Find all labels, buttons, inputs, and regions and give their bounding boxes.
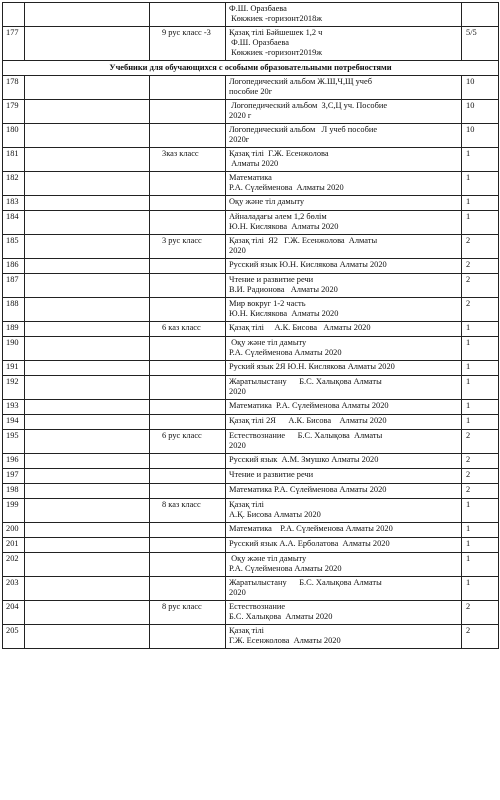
table-row	[3, 3, 499, 27]
table-row	[3, 100, 499, 124]
book-line: Көкжиек -горизонт2018ж	[229, 14, 323, 23]
quantity-cell: 2	[462, 274, 499, 298]
table-row	[3, 499, 499, 523]
book-cell	[226, 148, 462, 172]
book-line: Руский язык 2Я Ю.Н. Кислякова Алматы 2020	[229, 362, 395, 371]
book-line: Қазақ тілі Г.Ж. Есенжолова	[229, 149, 329, 158]
quantity-cell	[462, 3, 499, 27]
quantity-cell: 5/5	[462, 27, 499, 61]
quantity-cell: 1	[462, 148, 499, 172]
class-cell	[150, 172, 226, 196]
class-cell: 8 каз класс	[150, 499, 226, 523]
book-line: 2020г	[229, 135, 250, 144]
section-body	[3, 61, 499, 76]
quantity-cell: 2	[462, 469, 499, 484]
row-number: 185	[3, 235, 25, 259]
book-cell	[226, 499, 462, 523]
book-line: Жаратылыстану Б.С. Халықова Алматы	[229, 578, 382, 587]
book-line: Оқу және тіл дамыту	[229, 338, 307, 347]
row-number: 187	[3, 274, 25, 298]
book-line: 2020 г	[229, 111, 252, 120]
empty-cell	[25, 337, 150, 361]
section-title: Учебники для обучающихся с особыми образовательными потребностями	[3, 61, 499, 76]
quantity-cell: 2	[462, 430, 499, 454]
empty-cell	[25, 469, 150, 484]
class-cell	[150, 469, 226, 484]
class-cell	[150, 454, 226, 469]
book-line: Ф.Ш. Оразбаева	[229, 4, 287, 13]
empty-cell	[25, 484, 150, 499]
quantity-cell: 2	[462, 259, 499, 274]
class-cell	[150, 3, 226, 27]
book-cell	[226, 361, 462, 376]
empty-cell	[25, 322, 150, 337]
book-line: Ю.Н. Кислякова Алматы 2020	[229, 222, 339, 231]
book-cell	[226, 322, 462, 337]
row-number: 180	[3, 124, 25, 148]
row-number: 193	[3, 400, 25, 415]
table-row	[3, 601, 499, 625]
row-number	[3, 3, 25, 27]
table-row	[3, 274, 499, 298]
book-line: Логопедический альбом Л учеб пособие	[229, 125, 378, 134]
table-row	[3, 523, 499, 538]
empty-cell	[25, 211, 150, 235]
book-cell	[226, 538, 462, 553]
book-line: Естествознание	[229, 602, 286, 611]
book-cell	[226, 469, 462, 484]
book-line: Математика Р.А. Сүлейменова Алматы 2020	[229, 401, 389, 410]
book-cell	[226, 172, 462, 196]
empty-cell	[25, 3, 150, 27]
table-row	[3, 211, 499, 235]
empty-cell	[25, 100, 150, 124]
quantity-cell: 2	[462, 235, 499, 259]
book-line: Жаратылыстану Б.С. Халықова Алматы	[229, 377, 382, 386]
book-cell	[226, 259, 462, 274]
book-cell	[226, 430, 462, 454]
table-row	[3, 235, 499, 259]
row-number: 192	[3, 376, 25, 400]
book-line: Қазақ тілі Бәйшешек 1,2 ч	[229, 28, 323, 37]
class-cell: 3каз класс	[150, 148, 226, 172]
empty-cell	[25, 553, 150, 577]
empty-cell	[25, 523, 150, 538]
book-line: Логопедический альбом З,С,Ц уч. Пособие	[229, 101, 388, 110]
book-line: Математика Р.А. Сүлейменова Алматы 2020	[229, 524, 393, 533]
class-cell: 6 каз класс	[150, 322, 226, 337]
table-row	[3, 196, 499, 211]
empty-cell	[25, 274, 150, 298]
row-number: 200	[3, 523, 25, 538]
table-row	[3, 625, 499, 649]
class-cell	[150, 124, 226, 148]
quantity-cell: 2	[462, 454, 499, 469]
book-cell	[226, 400, 462, 415]
row-number: 181	[3, 148, 25, 172]
row-number: 204	[3, 601, 25, 625]
table-row	[3, 148, 499, 172]
book-cell	[226, 553, 462, 577]
book-cell	[226, 3, 462, 27]
class-cell	[150, 361, 226, 376]
book-line: Логопедический альбом Ж.Ш,Ч,Щ учеб	[229, 77, 372, 86]
book-line: пособие 20г	[229, 87, 273, 96]
row-number: 196	[3, 454, 25, 469]
table-row	[3, 361, 499, 376]
row-number: 178	[3, 76, 25, 100]
row-number: 198	[3, 484, 25, 499]
quantity-cell: 1	[462, 196, 499, 211]
book-line: Ю.Н. Кислякова Алматы 2020	[229, 309, 339, 318]
table-row	[3, 484, 499, 499]
book-cell	[226, 196, 462, 211]
row-number: 199	[3, 499, 25, 523]
empty-cell	[25, 235, 150, 259]
book-cell	[226, 124, 462, 148]
class-cell	[150, 484, 226, 499]
table-row	[3, 337, 499, 361]
row-number: 201	[3, 538, 25, 553]
quantity-cell: 10	[462, 100, 499, 124]
empty-cell	[25, 172, 150, 196]
class-cell	[150, 337, 226, 361]
section-header-row	[3, 61, 499, 76]
class-cell	[150, 415, 226, 430]
quantity-cell: 1	[462, 577, 499, 601]
class-cell	[150, 400, 226, 415]
book-line: Қазақ тілі А.К. Бисова Алматы 2020	[229, 323, 371, 332]
quantity-cell: 10	[462, 76, 499, 100]
row-number: 203	[3, 577, 25, 601]
quantity-cell: 1	[462, 538, 499, 553]
table-row	[3, 553, 499, 577]
book-line: Мир вокруг 1-2 часть	[229, 299, 306, 308]
book-line: Алматы 2020	[229, 159, 279, 168]
empty-cell	[25, 415, 150, 430]
row-number: 186	[3, 259, 25, 274]
table-row	[3, 538, 499, 553]
class-cell: 6 рус класс	[150, 430, 226, 454]
class-cell: 9 рус класс -3	[150, 27, 226, 61]
row-number: 179	[3, 100, 25, 124]
book-line: Қазақ тілі	[229, 626, 264, 635]
row-number: 194	[3, 415, 25, 430]
table-row	[3, 298, 499, 322]
book-line: В.И. Радионова Алматы 2020	[229, 285, 338, 294]
quantity-cell: 1	[462, 499, 499, 523]
class-cell	[150, 100, 226, 124]
book-cell	[226, 100, 462, 124]
class-cell	[150, 376, 226, 400]
book-cell	[226, 274, 462, 298]
row-number: 202	[3, 553, 25, 577]
empty-cell	[25, 577, 150, 601]
book-line: 2020	[229, 387, 246, 396]
quantity-cell: 1	[462, 322, 499, 337]
empty-cell	[25, 298, 150, 322]
book-cell	[226, 298, 462, 322]
quantity-cell: 2	[462, 625, 499, 649]
table-row	[3, 454, 499, 469]
book-line: Чтение и развитие речи	[229, 470, 314, 479]
class-cell	[150, 196, 226, 211]
book-cell	[226, 415, 462, 430]
class-cell	[150, 274, 226, 298]
row-number: 197	[3, 469, 25, 484]
class-cell	[150, 76, 226, 100]
row-number: 189	[3, 322, 25, 337]
book-line: 2020	[229, 588, 246, 597]
table-body-main	[3, 76, 499, 649]
quantity-cell: 2	[462, 484, 499, 499]
book-line: Оқу және тіл дамыту	[229, 197, 305, 206]
book-cell	[226, 376, 462, 400]
class-cell: 3 рус класс	[150, 235, 226, 259]
textbook-table	[2, 2, 499, 649]
empty-cell	[25, 601, 150, 625]
table-row	[3, 469, 499, 484]
quantity-cell: 1	[462, 376, 499, 400]
row-number: 188	[3, 298, 25, 322]
class-cell	[150, 577, 226, 601]
class-cell	[150, 523, 226, 538]
empty-cell	[25, 376, 150, 400]
book-line: Қазақ тілі Я2 Г.Ж. Есенжолова Алматы	[229, 236, 378, 245]
quantity-cell: 1	[462, 337, 499, 361]
table-row	[3, 415, 499, 430]
book-cell	[226, 484, 462, 499]
book-cell	[226, 211, 462, 235]
empty-cell	[25, 400, 150, 415]
quantity-cell: 1	[462, 415, 499, 430]
quantity-cell: 1	[462, 523, 499, 538]
book-line: Қазақ тілі 2Я А.К. Бисова Алматы 2020	[229, 416, 387, 425]
book-line: Г.Ж. Есенжолова Алматы 2020	[229, 636, 341, 645]
book-line: Қазақ тілі	[229, 500, 264, 509]
table-row	[3, 322, 499, 337]
empty-cell	[25, 196, 150, 211]
quantity-cell: 1	[462, 553, 499, 577]
quantity-cell: 2	[462, 601, 499, 625]
empty-cell	[25, 27, 150, 61]
table-row	[3, 376, 499, 400]
book-line: Р.А. Сүлейменова Алматы 2020	[229, 564, 342, 573]
empty-cell	[25, 361, 150, 376]
quantity-cell: 1	[462, 400, 499, 415]
class-cell	[150, 259, 226, 274]
book-line: Ф.Ш. Оразбаева	[229, 38, 289, 47]
row-number: 190	[3, 337, 25, 361]
table-row	[3, 400, 499, 415]
row-number: 183	[3, 196, 25, 211]
empty-cell	[25, 76, 150, 100]
book-cell	[226, 625, 462, 649]
book-cell	[226, 76, 462, 100]
book-line: А.Қ. Бисова Алматы 2020	[229, 510, 321, 519]
class-cell	[150, 538, 226, 553]
book-line: Чтение и развитие речи	[229, 275, 314, 284]
quantity-cell: 1	[462, 172, 499, 196]
table-row	[3, 76, 499, 100]
book-cell	[226, 27, 462, 61]
empty-cell	[25, 124, 150, 148]
book-cell	[226, 337, 462, 361]
book-line: Русский язык Ю.Н. Кислякова Алматы 2020	[229, 260, 387, 269]
row-number: 195	[3, 430, 25, 454]
quantity-cell: 10	[462, 124, 499, 148]
class-cell	[150, 298, 226, 322]
row-number: 191	[3, 361, 25, 376]
book-line: Көкжиек -горизонт2019ж	[229, 48, 323, 57]
row-number: 182	[3, 172, 25, 196]
book-line: 2020	[229, 441, 246, 450]
book-line: Р.А. Сүлейменова Алматы 2020	[229, 183, 344, 192]
book-line: 2020	[229, 246, 246, 255]
book-line: Русский язык А.А. Ерболатова Алматы 2020	[229, 539, 390, 548]
book-line: Математика	[229, 173, 272, 182]
table-row	[3, 577, 499, 601]
book-cell	[226, 601, 462, 625]
table-body-top	[3, 3, 499, 61]
book-cell	[226, 454, 462, 469]
empty-cell	[25, 625, 150, 649]
class-cell	[150, 625, 226, 649]
empty-cell	[25, 148, 150, 172]
quantity-cell: 1	[462, 211, 499, 235]
class-cell: 8 рус класс	[150, 601, 226, 625]
book-cell	[226, 577, 462, 601]
empty-cell	[25, 259, 150, 274]
table-row	[3, 430, 499, 454]
empty-cell	[25, 538, 150, 553]
empty-cell	[25, 499, 150, 523]
book-line: Айналадағы әлем 1,2 бөлім	[229, 212, 327, 221]
table-row	[3, 259, 499, 274]
book-line: Оқу және тіл дамыту	[229, 554, 307, 563]
book-line: Б.С. Халықова Алматы 2020	[229, 612, 333, 621]
book-cell	[226, 235, 462, 259]
quantity-cell: 2	[462, 298, 499, 322]
quantity-cell: 1	[462, 361, 499, 376]
row-number: 205	[3, 625, 25, 649]
row-number: 177	[3, 27, 25, 61]
empty-cell	[25, 454, 150, 469]
book-line: Математика Р.А. Сүлейменова Алматы 2020	[229, 485, 387, 494]
class-cell	[150, 211, 226, 235]
table-row	[3, 124, 499, 148]
table-row	[3, 172, 499, 196]
row-number: 184	[3, 211, 25, 235]
book-line: Р.А. Сүлейменова Алматы 2020	[229, 348, 342, 357]
table-row	[3, 27, 499, 61]
book-cell	[226, 523, 462, 538]
book-line: Русский язык А.М. Змушко Алматы 2020	[229, 455, 379, 464]
class-cell	[150, 553, 226, 577]
book-line: Естествознание Б.С. Халықова Алматы	[229, 431, 383, 440]
empty-cell	[25, 430, 150, 454]
